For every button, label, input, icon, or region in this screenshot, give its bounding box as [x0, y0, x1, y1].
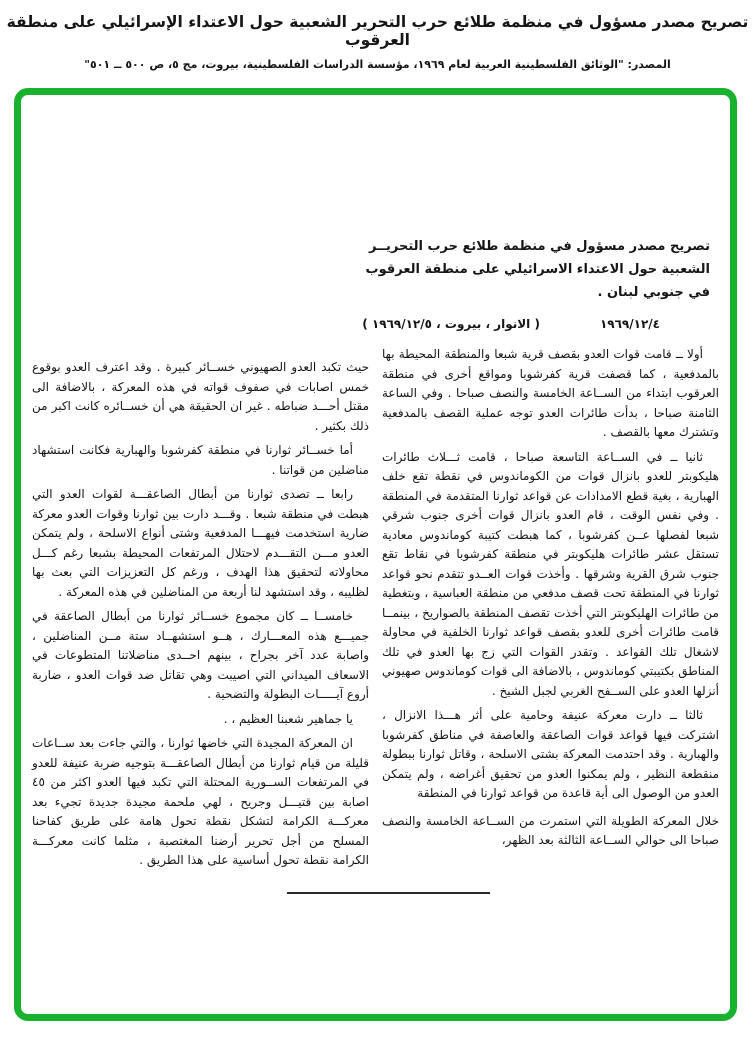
paragraph-address-masses: يا جماهير شعبنا العظيم ، .: [223, 711, 353, 726]
document-date: ١٩٦٩/١٢/٤: [599, 317, 660, 331]
paragraph-fourth: رابعا ــ تصدى ثوارنا من أبطال الصاعقـــة لقوات العدو التي هبطت في منطقة شبعا . وقـــد دارت بين ثوارنا وقوات العدو معركة ضارية استخدمت فيهـــا المدفعية وشتى أنواع الاسلحة ، ولم يتمكن العدو مـــن التقـــدم لاحتلال المرتفعات المحيطة بشبعا رغم كـــل محاولاته لتحقيق هذا الهدف ، ورغم كل التعزيزات التي بعث بها لظليبه ، وقد استشهد لنا أربعة من المناضلين في هذه المعركة .: [32, 487, 369, 599]
scanned-page: [21, 95, 730, 1014]
paragraph-second: ثانيا ــ في الســاعة التاسعة صباحا ، قامت ثـــلاث طائرات هليكوبتر للعدو بانزال قوات من الكوماندوس في نقطة تقع خلف الهبارية ، بغية قطع الامدادات عن قواعد ثوارنا المتقدمة في المنطقة . وفي نفس الوقت ، قام العدو بانزال قوات أخرى جنوب شرقي شبعا لفصلها عــن كفرشوبا ، كما هبطت كتيبة كوماندوس معادية تستقل عشر طائرات هليكوبتر في منطقة كفرشوبا في نقاط تقع جنوب شرق القرية وشرقها . وأخذت قوات العــدو تتقدم نحو قواعد ثوارنا في المنطقة تحت قصف مدفعي من منطقة العباسية ، وبتغطية من طائرات الهليكوبتر التي أخذت تقصف المنطقة بالصواريخ ، بينمــا قامت طائرات أخرى للعدو بقصف قواعد ثوارنا الخلفية في محاولة لاشغال تلك القواعد . وتقدر القوات التي زج بها العدو في تلك المناطق بكتيبتي كوماندوس ، بالاضافة الى قوات كوماندوس صهيوني أنزلها العدو على الســفح الغربي لجبل الشيخ .: [382, 449, 719, 698]
publication-source: ( الانوار ، بيروت ، ١٩٦٩/١٢/٥ ): [362, 317, 540, 331]
paragraph-battle-duration: خلال المعركة الطويلة التي استمرت من الســاعة الخامسة والنصف صباحا الى حوالي الســاعة الثالثة بعد الظهر،: [382, 813, 719, 847]
paragraph-first: أولا ــ قامت قوات العدو بقصف قرية شبعا والمنطقة المحيطة بها بالمدفعية ، كما قصفت قرية كفرشوبا ومواقع أخرى في منطقة العرقوب ابتداء من الســاعة الخامسة والنصف صباحا . وفي الساعة الثامنة صباحا ، بدأت طائرات العدو توجه عملية القصف بالمدفعية وتشترك معها بالقصف .: [382, 347, 719, 439]
paragraph-closing: ان المعركة المجيدة التي خاضها ثوارنا ، والتي جاءت بعد ســاعات قليلة من قيام ثوارنا من أبطال الصاعقـــة بتوجيه ضربة عنيفة للعدو في المرتفعات الســورية المحتلة التي تكبد فيها العدو اكثر من ٤٥ اصابة بين قتيـــل وجريح ، لهي ملحمة مجيدة جديدة تجيء بعد معركـــة الكرامة لتشكل نقطة تحول هامة على طريق كفاحنا المسلح من أجل تحرير أرضنا المغتصبة ، مثلما كانت معركـــة الكرامة نقطة تحول أساسية على هذا الطريق .: [32, 736, 369, 867]
scanned-document-frame: [14, 88, 737, 1021]
paragraph-enemy-losses: حيث تكبد العدو الصهيوني خســائر كبيرة . وقد اعترف العدو بوقوع خمس اصابات في صفوف قواته في هذه المعركة ، بالاضافة الى مقتل أحـــد ضباطه . غير ان الحقيقة هي أن خســائره كانت اكبر من ذلك بكثير .: [32, 360, 369, 433]
closing-rule: [287, 892, 490, 894]
document-title-line: في جنوبي لبنان .: [597, 285, 710, 300]
paragraph-our-losses: أما خســائر ثوارنا في منطقة كفرشوبا والهبارية فكانت استشهاد مناضلين من قواتنا .: [32, 443, 369, 477]
paragraph-third: ثالثا ــ دارت معركة عنيفة وحامية على أثر هـــذا الانزال ، اشتركت فيها قواعد قوات الصاعقة والعاصفة في مناطق كفرشوبا والهبارية . وقد احتدمت المعركة بشتى الاسلحة ، وقاتل ثوارنا ببطولة منقطعة النظير ، ولم يمكنوا العدو من تحقيق أغراضه ، ولم يتمكن العدو من الوصول الى أية قاعدة من قواعد ثوارنا في المنطقة: [382, 708, 719, 800]
paragraph-fifth: خامســا ــ كان مجموع خســائر ثوارنا من أبطال الصاعقة في جميـــع هذه المعـــارك ، هــو استشهــاد ستة مــن المناضلين ، واصابة عدد آخر بجراح ، بينهم احــدى مناضلاتنا المتطوعات في الاسعاف الميداني التي اصيبت وهي تقاتل ضد قوات العدو ، ضاربة أروع آيـــــات البطولة والتضحية .: [32, 609, 369, 701]
column-first: [382, 345, 719, 876]
body-columns: [32, 345, 719, 876]
header-title: تصريح مصدر مسؤول في منظمة طلائع حرب التحرير الشعبية حول الاعتداء الإسرائيلي على منطقة العرقوب: [6, 13, 749, 49]
document-title-line: الشعبية حول الاعتداء الاسرائيلي على منطقة العرقوب: [365, 262, 710, 277]
date-line: [362, 317, 660, 331]
page-header: [0, 0, 755, 71]
document-title: [366, 235, 711, 304]
document-title-line: تصريح مصدر مسؤول في منظمة طلائع حرب التحريــر: [369, 239, 710, 254]
header-source-citation: المصدر: "الوثائق الفلسطينية العربية لعام ١٩٦٩، مؤسسة الدراسات الفلسطينية، بيروت، مج ٥، ص ٥٠٠ ــ ٥٠١": [84, 58, 671, 71]
column-second: [32, 358, 369, 876]
